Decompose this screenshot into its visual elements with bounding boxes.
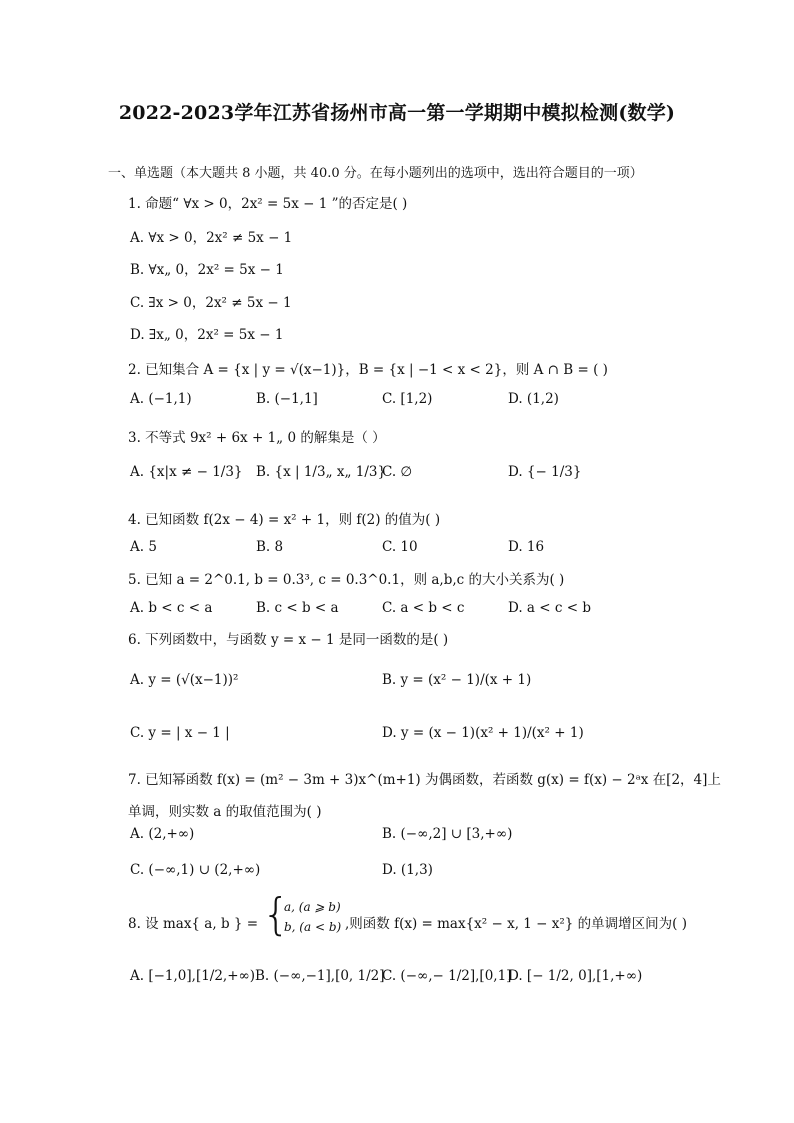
section-heading: 一、单选题（本大题共 8 小题，共 40.0 分。在每小题列出的选项中，选出符合题目的一项） (108, 166, 643, 181)
question-7-option-b: B. (−∞,2] ∪ [3,+∞) (382, 826, 513, 842)
question-5-option-c: C. a < b < c (382, 600, 465, 616)
question-2-option-d: D. (1,2) (508, 391, 559, 407)
question-6-option-a: A. y = (√(x−1))² (130, 672, 239, 688)
question-8-option-c: C. (−∞,− 1/2],[0,1] (382, 968, 512, 984)
question-3-option-b: B. {x | 1/3„ x„ 1/3} (256, 464, 387, 480)
question-6-option-d: D. y = (x − 1)(x² + 1)/(x² + 1) (382, 725, 584, 741)
question-6-stem: 6. 下列函数中，与函数 y = x − 1 是同一函数的是( ) (128, 632, 449, 648)
question-1-option-d: D. ∃x„ 0，2x² = 5x − 1 (130, 327, 284, 343)
piecewise-definition (262, 889, 342, 942)
piecewise-case-1: a, (a ⩾ b) (284, 900, 341, 914)
question-3-option-d: D. {− 1/3} (508, 464, 582, 480)
question-7-option-c: C. (−∞,1) ∪ (2,+∞) (130, 862, 261, 878)
question-4-stem: 4. 已知函数 f(2x − 4) = x² + 1，则 f(2) 的值为( ) (128, 512, 441, 528)
question-8-stem-suffix: ,则函数 f(x) = max{x² − x, 1 − x²} 的单调增区间为( ) (345, 916, 688, 932)
question-1-option-c: C. ∃x > 0，2x² ≠ 5x − 1 (130, 295, 292, 311)
question-5-stem: 5. 已知 a = 2^0.1, b = 0.3³, c = 0.3^0.1，则 a,b,c 的大小关系为( ) (128, 572, 565, 588)
question-7-stem-line-2: 单调，则实数 a 的取值范围为( ) (128, 804, 322, 820)
question-6-option-b: B. y = (x² − 1)/(x + 1) (382, 672, 532, 688)
question-3-stem: 3. 不等式 9x² + 6x + 1„ 0 的解集是（ ） (128, 430, 386, 446)
question-6-option-c: C. y = | x − 1 | (130, 725, 230, 741)
piecewise-case-2: b, (a < b) (284, 920, 342, 934)
question-7-option-d: D. (1,3) (382, 862, 433, 878)
question-5-option-d: D. a < c < b (508, 600, 591, 616)
question-8-option-b: B. (−∞,−1],[0, 1/2] (255, 968, 385, 984)
question-7-option-a: A. (2,+∞) (130, 826, 195, 842)
question-5-option-a: A. b < c < a (130, 600, 213, 616)
question-5-option-b: B. c < b < a (256, 600, 339, 616)
question-1-option-a: A. ∀x > 0，2x² ≠ 5x − 1 (130, 230, 293, 246)
question-8-stem-prefix: 8. 设 max{ a, b } = (128, 916, 259, 932)
question-8-option-d: D. [− 1/2, 0],[1,+∞) (508, 968, 643, 984)
document-title: 2022-2023学年江苏省扬州市高一第一学期期中模拟检测(数学) (118, 102, 676, 124)
question-2-option-c: C. [1,2) (382, 391, 433, 407)
question-2-stem: 2. 已知集合 A = {x | y = √(x−1)}，B = {x | −1 < x < 2}，则 A ∩ B = ( ) (128, 362, 608, 378)
question-1-option-b: B. ∀x„ 0，2x² = 5x − 1 (130, 262, 284, 278)
question-3-option-c: C. ∅ (382, 464, 413, 480)
question-8-option-a: A. [−1,0],[1/2,+∞) (130, 968, 256, 984)
question-3-option-a: A. {x|x ≠ − 1/3} (130, 464, 243, 480)
question-2-option-a: A. (−1,1) (130, 391, 192, 407)
question-1-stem: 1. 命题“ ∀x > 0，2x² = 5x − 1 ”的否定是( ) (128, 196, 408, 212)
left-brace-icon: { (262, 889, 290, 940)
question-4-option-a: A. 5 (130, 539, 157, 555)
question-7-stem-line-1: 7. 已知幂函数 f(x) = (m² − 3m + 3)x^(m+1) 为偶函数，若函数 g(x) = f(x) − 2ᵃx 在[2，4]上 (128, 772, 721, 788)
question-4-option-d: D. 16 (508, 539, 545, 555)
question-4-option-c: C. 10 (382, 539, 418, 555)
question-4-option-b: B. 8 (256, 539, 284, 555)
question-2-option-b: B. (−1,1] (256, 391, 318, 407)
